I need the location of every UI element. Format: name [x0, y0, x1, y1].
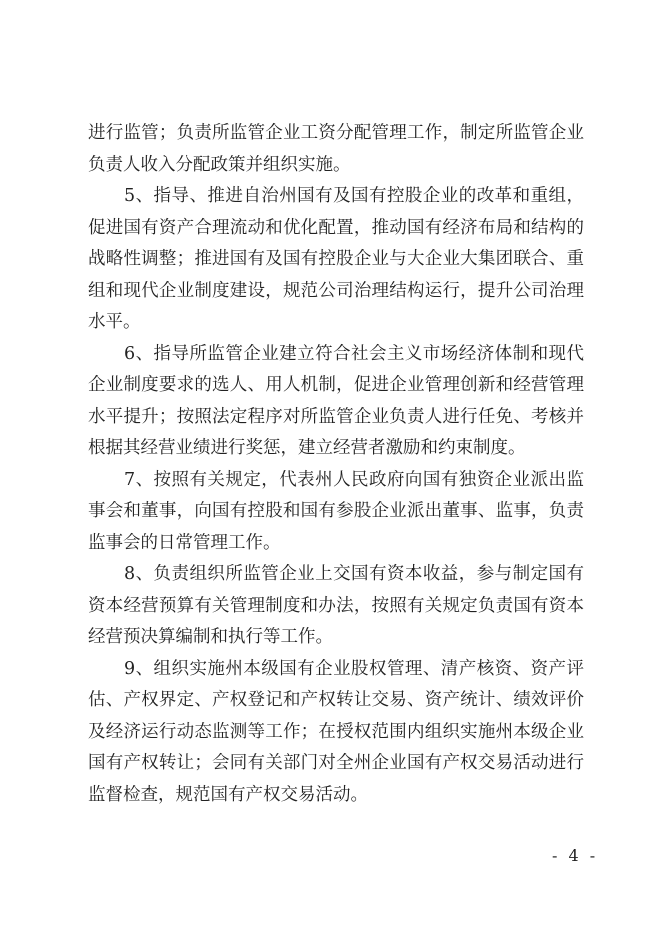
text-line: 估、产权界定、产权登记和产权转让交易、资产统计、绩效评价: [88, 690, 584, 710]
text-line: 国有产权转让；会同有关部门对全州企业国有产权交易活动进行: [88, 753, 584, 773]
text-line: 5、指导、推进自治州国有及国有控股企业的改革和重组，: [124, 186, 584, 206]
text-line: 战略性调整；推进国有及国有控股企业与大企业大集团联合、重: [88, 249, 584, 269]
text-line: 促进国有资产合理流动和优化配置，推动国有经济布局和结构的: [88, 217, 584, 238]
text-line: 组和现代企业制度建设，规范公司治理结构运行，提升公司治理: [88, 280, 584, 301]
paragraph: [88, 118, 584, 181]
text-line: 6、指导所监管企业建立符合社会主义市场经济体制和现代: [124, 343, 584, 364]
text-line: 监事会的日常管理工作。: [88, 532, 281, 553]
paragraph: [88, 559, 584, 654]
text-line: 资本经营预算有关管理制度和办法，按照有关规定负责国有资本: [88, 595, 584, 616]
text-line: 经营预决算编制和执行等工作。: [88, 627, 333, 647]
text-line: 8、负责组织所监管企业上交国有资本收益，参与制定国有: [124, 564, 584, 584]
paragraph: [88, 654, 584, 812]
text-line: 企业制度要求的选人、用人机制，促进企业管理创新和经营管理: [88, 375, 584, 395]
document-body: [88, 118, 584, 811]
text-line: 水平。: [88, 312, 141, 332]
text-line: 负责人收入分配政策并组织实施。: [88, 154, 351, 175]
text-line: 9、组织实施州本级国有企业股权管理、清产核资、资产评: [124, 658, 584, 679]
paragraph: [88, 181, 584, 339]
text-line: 7、按照有关规定，代表州人民政府向国有独资企业派出监: [124, 469, 584, 490]
text-line: 事会和董事，向国有控股和国有参股企业派出董事、监事，负责: [88, 501, 584, 521]
text-line: 水平提升；按照法定程序对所监管企业负责人进行任免、考核并: [88, 406, 584, 427]
text-line: 及经济运行动态监测等工作；在授权范围内组织实施州本级企业: [88, 721, 584, 742]
text-line: 根据其经营业绩进行奖惩，建立经营者激励和约束制度。: [88, 438, 526, 458]
text-line: 监督检查，规范国有产权交易活动。: [88, 784, 368, 805]
text-line: 进行监管；负责所监管企业工资分配管理工作，制定所监管企业: [88, 123, 584, 143]
paragraph: [88, 339, 584, 465]
page-number: - 4 -: [552, 846, 599, 865]
paragraph: [88, 465, 584, 560]
